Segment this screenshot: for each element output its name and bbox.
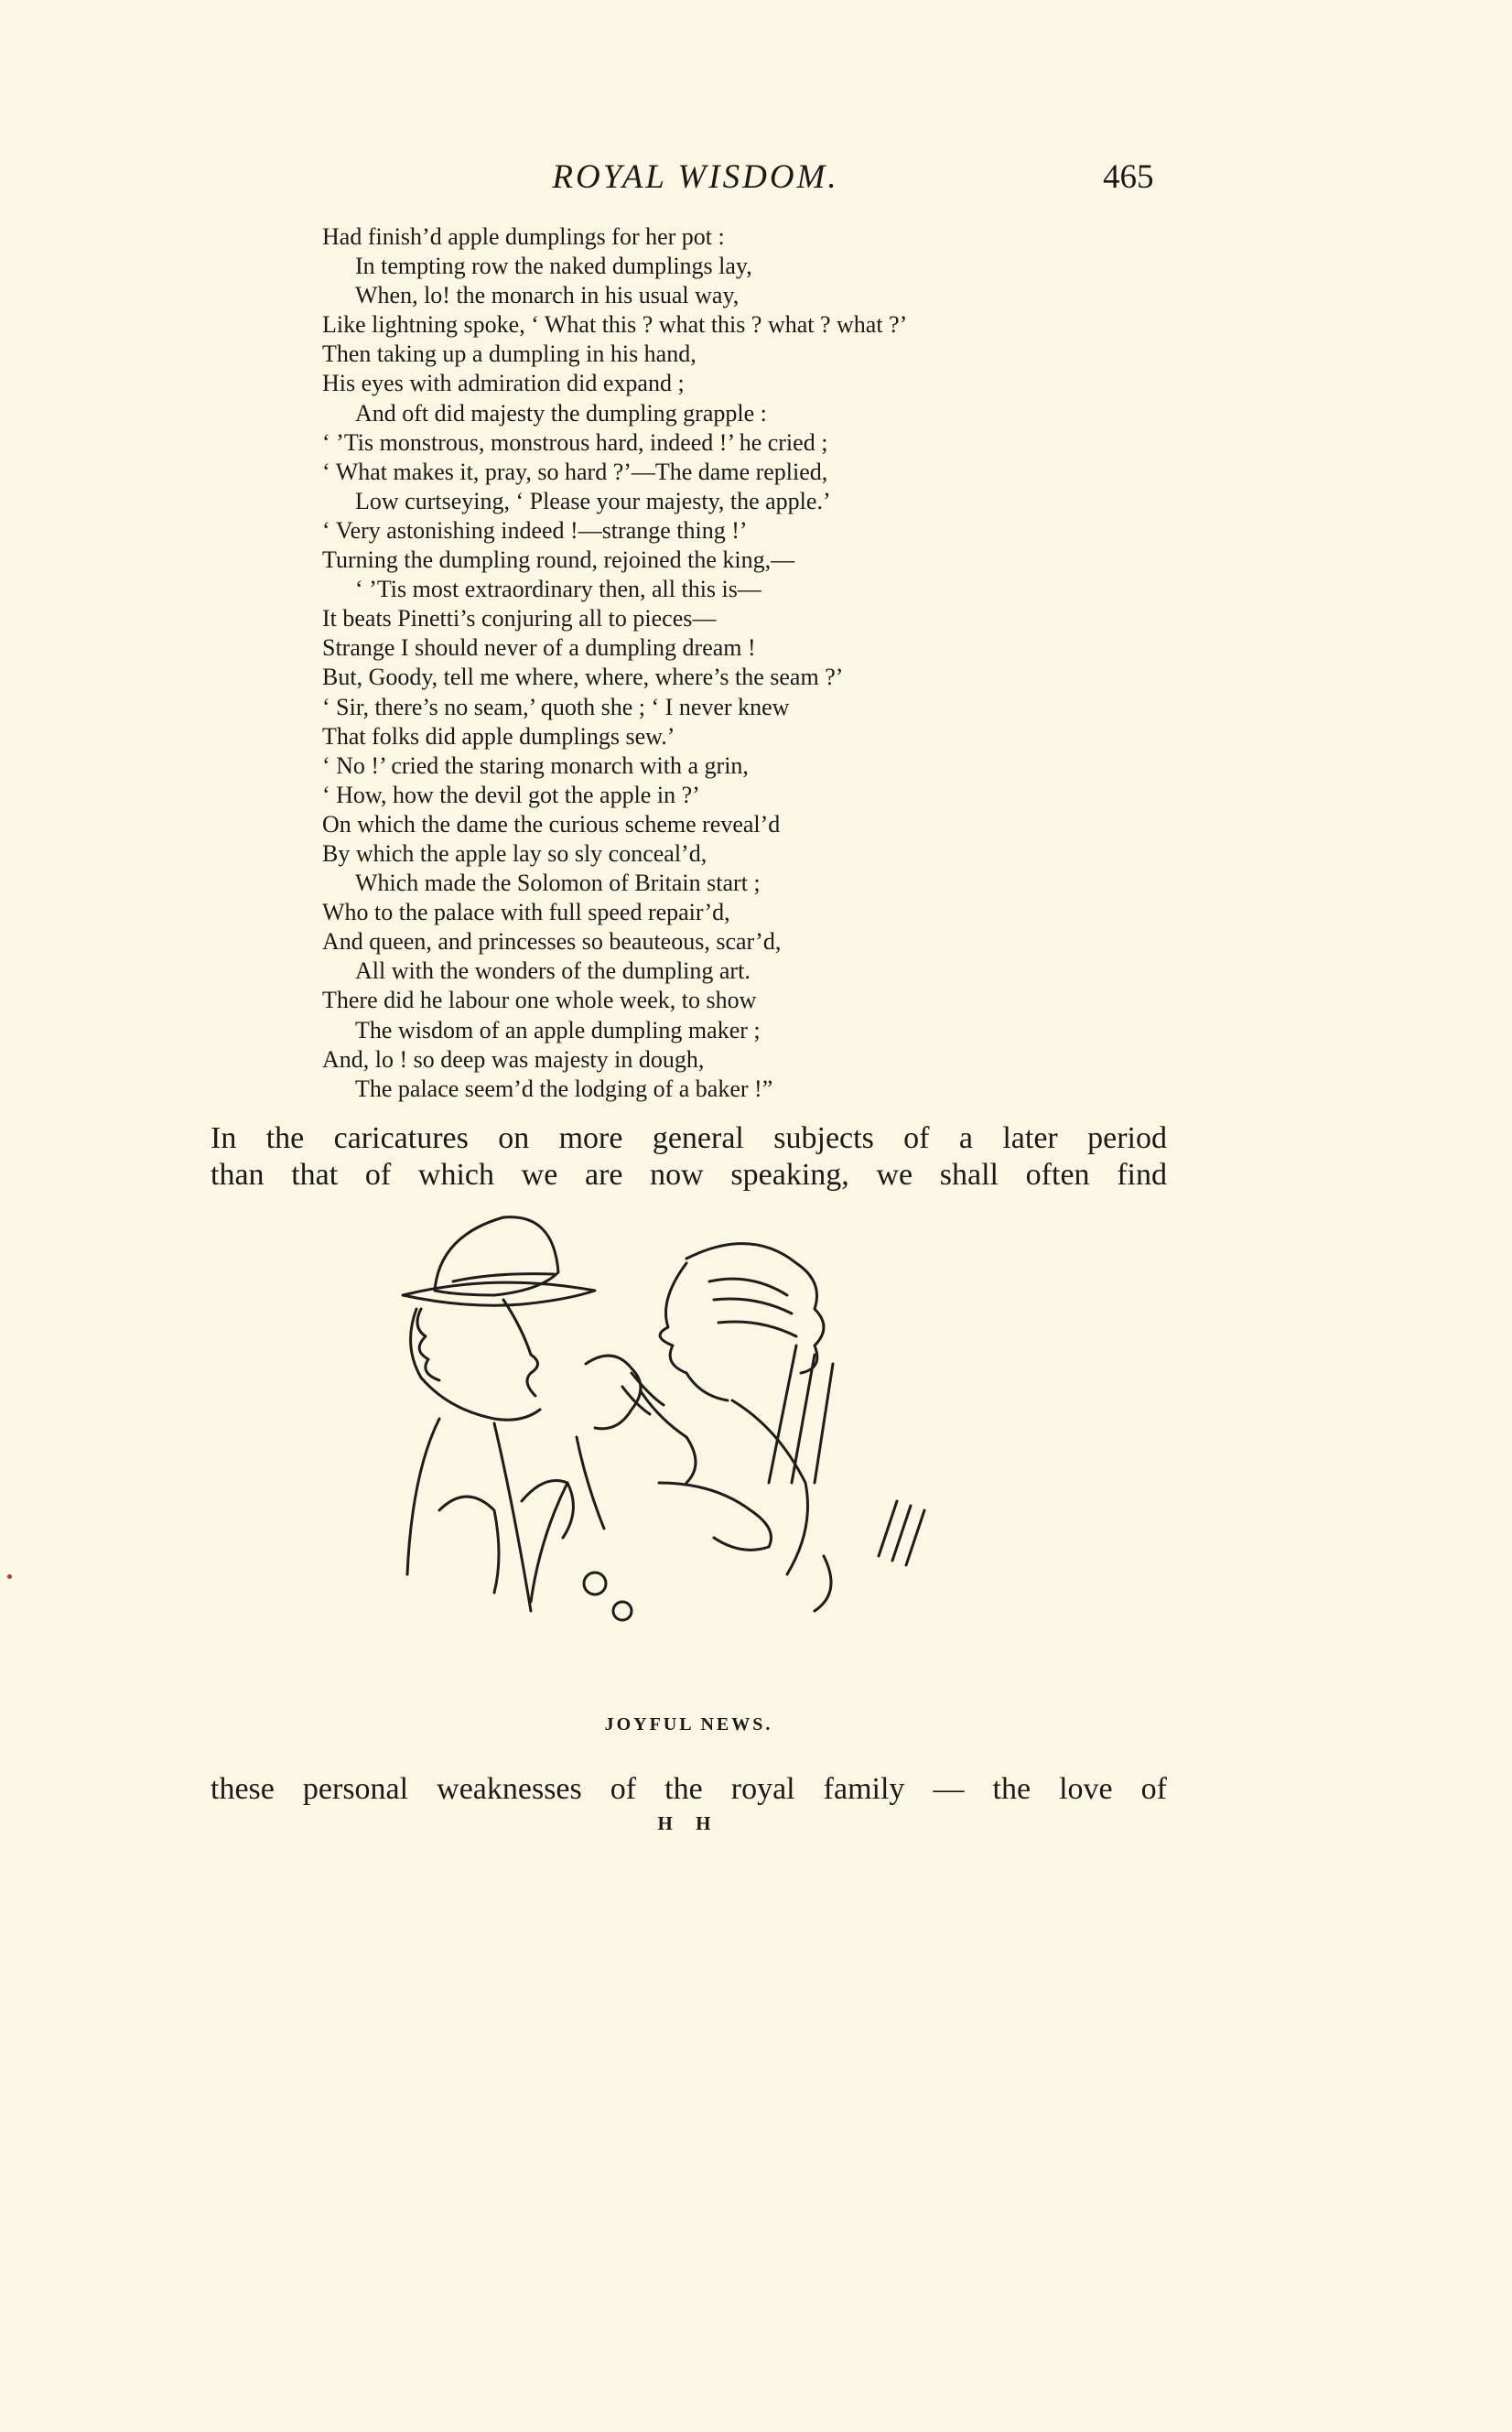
poem-line: Then taking up a dumpling in his hand, bbox=[322, 340, 697, 368]
poem-line: ‘ How, how the devil got the apple in ?’ bbox=[322, 781, 700, 808]
poem-line: By which the apple lay so sly conceal’d, bbox=[322, 839, 707, 867]
page-number: 465 bbox=[1103, 158, 1154, 196]
poem-line: Who to the palace with full speed repair’d, bbox=[322, 899, 730, 926]
poem-line: And queen, and princesses so beauteous, scar’d, bbox=[322, 928, 782, 956]
paper-speck bbox=[7, 1574, 12, 1579]
poem-line: When, lo! the monarch in his usual way, bbox=[355, 282, 740, 309]
prose-line: In the caricatures on more general subjects of a later period bbox=[211, 1121, 1167, 1155]
middle-man-head bbox=[586, 1356, 641, 1429]
right-man-face bbox=[660, 1263, 728, 1400]
poem-line: Like lightning spoke, ‘ What this ? what this ? what ? what ?’ bbox=[322, 311, 908, 339]
joyful-news-illustration bbox=[384, 1208, 979, 1721]
poem-line: ‘ No !’ cried the staring monarch with a grin, bbox=[322, 751, 749, 779]
poem-line: The palace seem’d the lodging of a baker !” bbox=[355, 1075, 773, 1102]
poem-line: On which the dame the curious scheme reveal’d bbox=[322, 810, 781, 838]
poem-line: Turning the dumpling round, rejoined the king,— bbox=[322, 546, 795, 574]
poem-line: Had finish’d apple dumplings for her pot : bbox=[322, 223, 725, 250]
poem-line: Low curtseying, ‘ Please your majesty, the apple.’ bbox=[355, 487, 831, 514]
poem-block bbox=[322, 222, 1146, 1104]
poem-line: But, Goody, tell me where, where, where’s the seam ?’ bbox=[322, 664, 844, 691]
prose-line: than that of which we are now speaking, we shall often find bbox=[211, 1158, 1167, 1192]
poem-line: Which made the Solomon of Britain start ; bbox=[355, 870, 761, 897]
poem-line: Strange I should never of a dumpling dream ! bbox=[322, 634, 756, 662]
signature-mark: H H bbox=[657, 1812, 720, 1834]
left-man-head bbox=[411, 1309, 540, 1420]
prose-paragraph-before bbox=[211, 1120, 1167, 1194]
prose-paragraph-after bbox=[211, 1771, 1167, 1808]
poem-line: There did he labour one whole week, to show bbox=[322, 987, 757, 1014]
poem-line: ‘ ’Tis monstrous, monstrous hard, indeed !’ he cried ; bbox=[322, 428, 828, 456]
right-man-wig bbox=[686, 1244, 824, 1373]
poem-line: The wisdom of an apple dumpling maker ; bbox=[355, 1016, 761, 1043]
poem-line: ‘ ’Tis most extraordinary then, all this is— bbox=[355, 576, 761, 603]
poem-line: ‘ What makes it, pray, so hard ?’—The dame replied, bbox=[322, 458, 828, 485]
poem-line: All with the wonders of the dumpling art. bbox=[355, 957, 751, 985]
illustration-caption: JOYFUL NEWS. bbox=[604, 1714, 773, 1735]
poem-line: That folks did apple dumplings sew.’ bbox=[322, 722, 675, 750]
running-title: ROYAL WISDOM. bbox=[552, 158, 839, 196]
prose-line: these personal weaknesses of the royal family — the love of bbox=[211, 1772, 1167, 1806]
poem-line: ‘ Sir, there’s no seam,’ quoth she ; ‘ I never knew bbox=[322, 693, 790, 720]
poem-line: And oft did majesty the dumpling grapple : bbox=[355, 399, 767, 427]
poem-line: It beats Pinetti’s conjuring all to pieces— bbox=[322, 605, 717, 632]
left-man-coat bbox=[407, 1419, 531, 1611]
poem-line: And, lo ! so deep was majesty in dough, bbox=[322, 1045, 705, 1073]
poem-line: In tempting row the naked dumplings lay, bbox=[355, 253, 752, 280]
poem-line: His eyes with admiration did expand ; bbox=[322, 370, 685, 397]
poem-line: ‘ Very astonishing indeed !—strange thing !’ bbox=[322, 516, 748, 544]
